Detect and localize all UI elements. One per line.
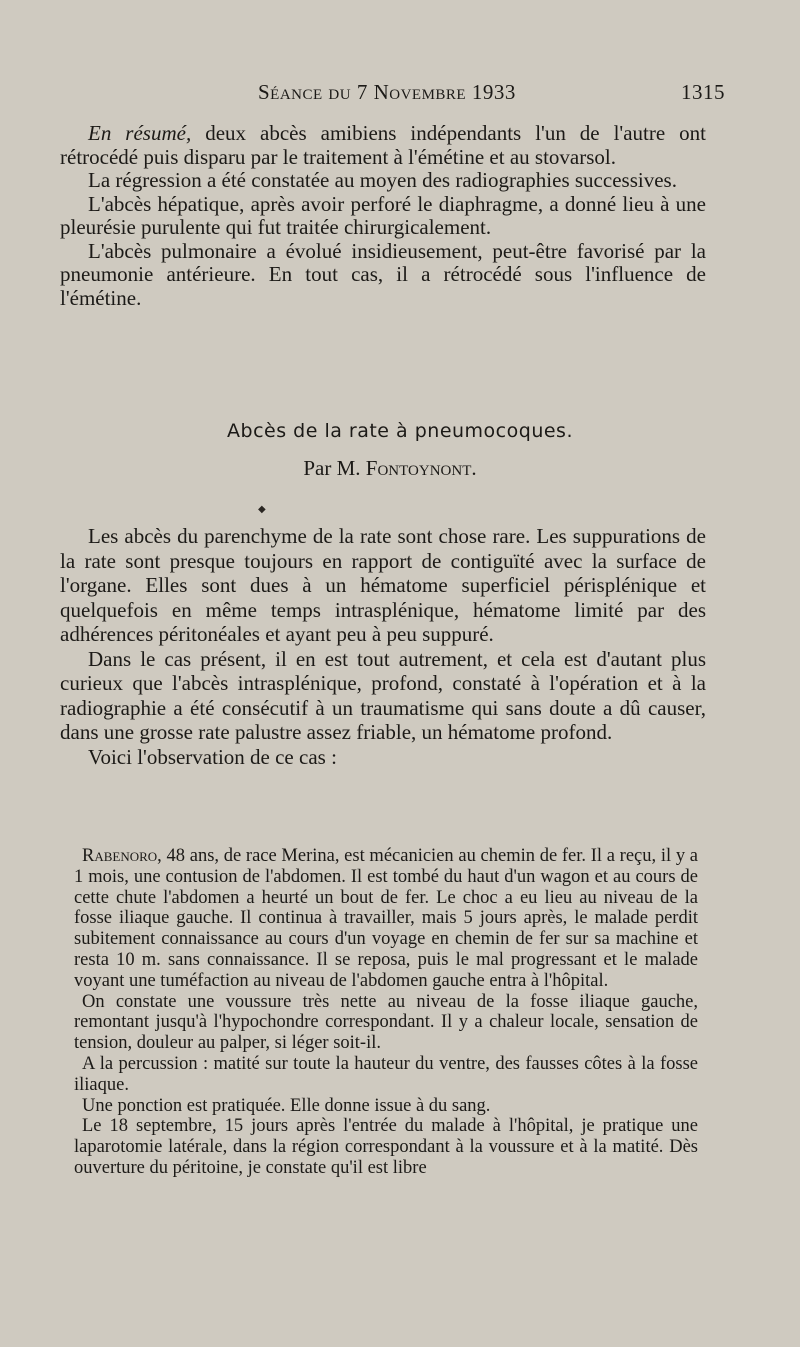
observation-paragraph-1 bbox=[74, 846, 698, 992]
article-title: Abcès de la rate à pneumocoques. bbox=[227, 420, 573, 442]
observation-paragraph-2: On constate une voussure très nette au niveau de la fosse iliaque gauche, remontant jusqu'à l'hypochondre correspondant. Il y a chaleur locale, sensation de tension, douleur au palper, si léger soit-il. bbox=[74, 991, 698, 1054]
page-number: 1315 bbox=[681, 80, 725, 104]
intro-section bbox=[60, 122, 706, 310]
observation-paragraph-4: Une ponction est pratiquée. Elle donne issue à du sang. bbox=[82, 1095, 491, 1116]
body-paragraph-3: Voici l'observation de ce cas : bbox=[88, 744, 337, 769]
byline bbox=[0, 456, 780, 481]
body-paragraph-1: Les abcès du parenchyme de la rate sont chose rare. Les suppurations de la rate sont presque toujours en rapport de contiguïté avec la surface de l'organe. Elles sont dues à un hématome superficiel périsplénique et quelquefois en même temps intrasplénique, hématome limité par des adhérences péritonéales et ayant peu à peu suppuré. bbox=[60, 524, 706, 646]
byline-prefix: Par M. bbox=[303, 456, 366, 480]
patient-name: Rabenoro, bbox=[82, 846, 162, 866]
observation-section bbox=[74, 846, 698, 1179]
body-section bbox=[60, 524, 706, 769]
observation-p1-text: 48 ans, de race Merina, est mécanicien au chemin de fer. Il a reçu, il y a 1 mois, une contusion de l'abdomen. Il est tombé du haut d'un wagon et au cours de cette chute l'abdomen a heurté un bout de fer. Le choc a eu lieu au niveau de la fosse iliaque gauche. Il continua à travailler, mais 5 jours après, le malade perdit subitement connaissance au cours d'un voyage en chemin de fer sur sa machine et resta 10 m. sans connaissance. Il se reposa, puis le mal progressant et le malade voyant une tuméfaction au niveau de l'abdomen gauche entra à l'hôpital. bbox=[74, 846, 698, 991]
intro-paragraph-3: L'abcès hépatique, après avoir perforé le diaphragme, a donné lieu à une pleurésie purulente qui fut traitée chirurgicalement. bbox=[60, 191, 706, 239]
byline-author: Fontoynont. bbox=[365, 456, 477, 480]
intro-p1-text: deux abcès amibiens indépendants l'un de l'autre ont rétrocédé puis disparu par le traitement à l'émétine et au stovarsol. bbox=[60, 121, 707, 169]
intro-paragraph-4: L'abcès pulmonaire a évolué insidieusement, peut-être favorisé par la pneumonie antérieure. En tout cas, il a rétrocédé sous l'influence de l'émétine. bbox=[60, 238, 706, 310]
body-paragraph-2: Dans le cas présent, il en est tout autrement, et cela est d'autant plus curieux que l'abcès intrasplénique, profond, constaté à l'opération et à la radiographie a été consécutif à un traumatisme qui sans doute a dû causer, dans une grosse rate palustre assez friable, un hématome profond. bbox=[60, 646, 706, 744]
intro-emphasis: En résumé, bbox=[88, 121, 192, 145]
header-title: Séance du 7 Novembre 1933 bbox=[258, 80, 516, 104]
intro-paragraph-2: La régression a été constatée au moyen des radiographies successives. bbox=[88, 168, 677, 192]
intro-paragraph-1 bbox=[60, 122, 706, 169]
observation-paragraph-5: Le 18 septembre, 15 jours après l'entrée du malade à l'hôpital, je pratique une laparotomie latérale, dans la région correspondant à la voussure et à la matité. Dès ouverture du péritoine, je constate qu'il est libre bbox=[74, 1116, 698, 1178]
ornament-icon: ◆ bbox=[258, 504, 266, 515]
running-header bbox=[258, 80, 725, 105]
observation-paragraph-3: A la percussion : matité sur toute la hauteur du ventre, des fausses côtes à la fosse iliaque. bbox=[74, 1053, 698, 1095]
